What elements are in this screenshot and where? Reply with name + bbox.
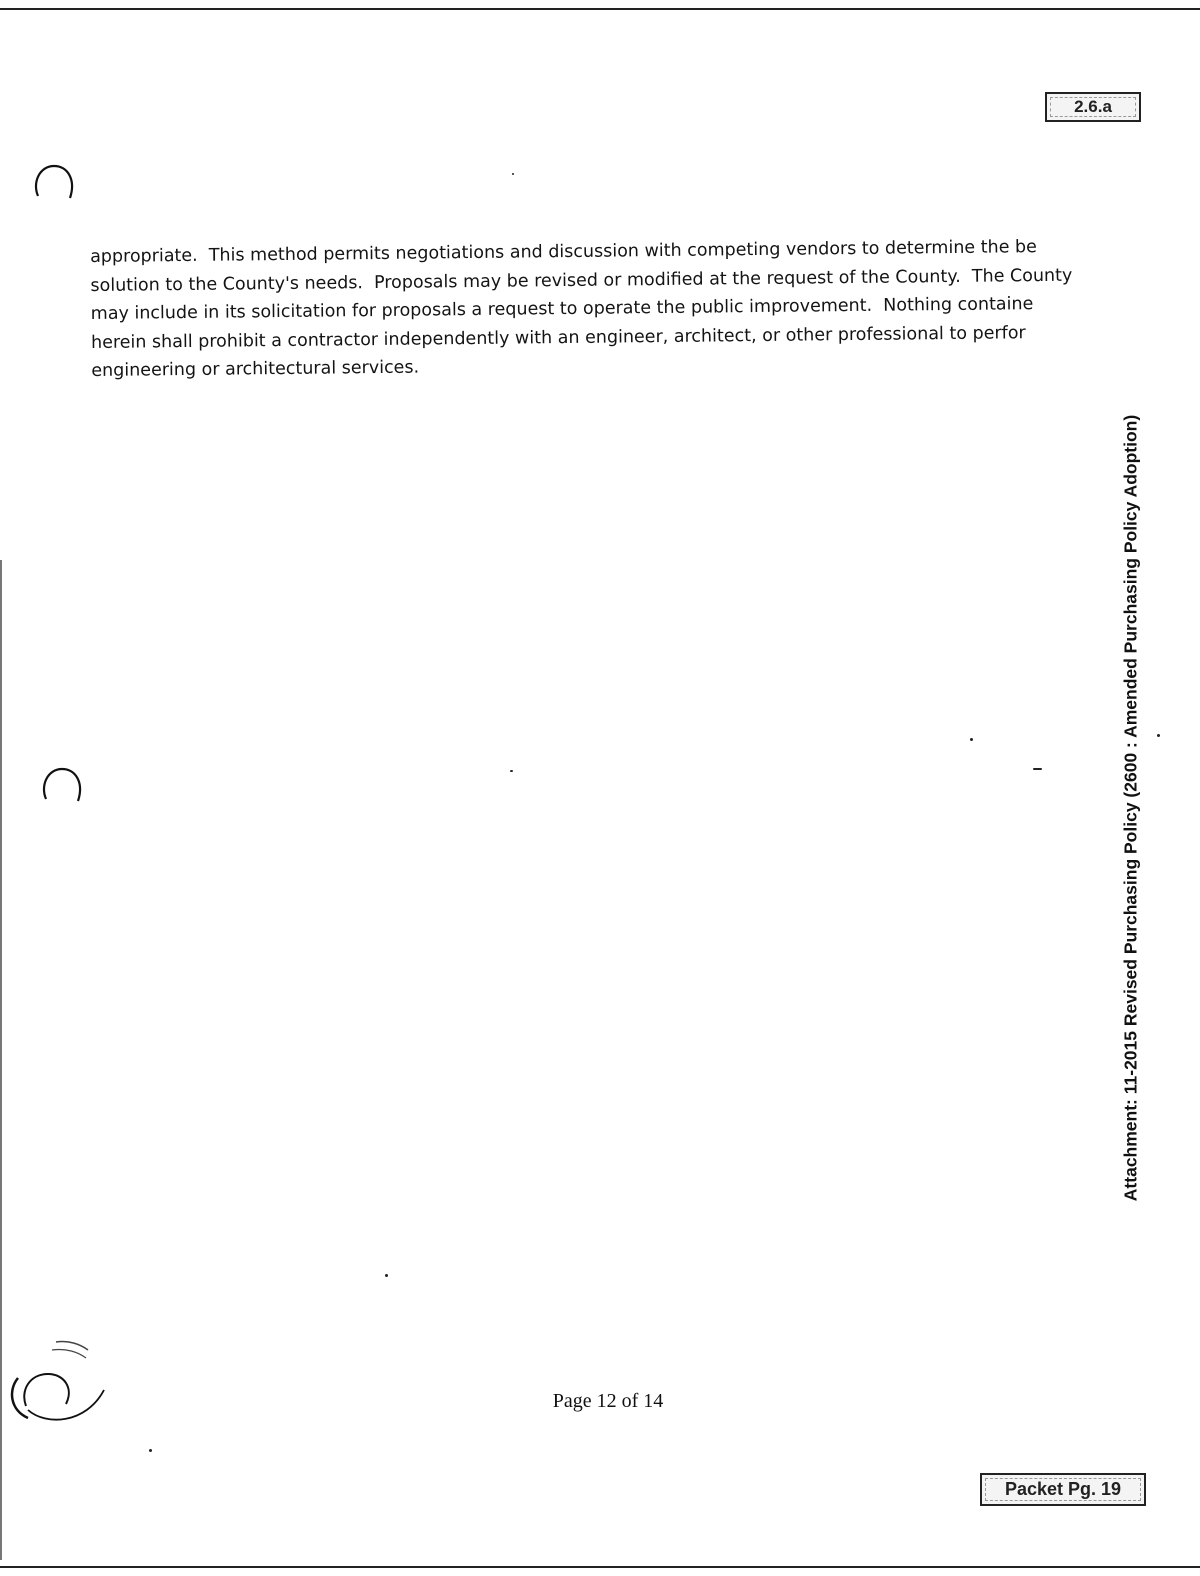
scan-speck (149, 1449, 152, 1452)
scan-speck (512, 173, 514, 175)
packet-page-badge: Packet Pg. 19 (980, 1473, 1146, 1506)
punch-hole-icon (38, 763, 88, 809)
top-scan-edge (0, 8, 1200, 10)
bottom-scan-edge (0, 1566, 1200, 1568)
page-number: Page 12 of 14 (552, 1390, 664, 1412)
punch-hole-icon (30, 160, 80, 206)
scan-speck (385, 1274, 388, 1277)
scan-speck (1033, 768, 1042, 770)
scan-speck (510, 770, 513, 772)
attachment-label-text: Attachment: 11-2015 Revised Purchasing Policy (2600 : Amended Purchasing Policy Adoption) (1120, 414, 1141, 1202)
scan-speck (1157, 734, 1160, 737)
policy-body-paragraph: appropriate. This method permits negotiations and discussion with competing vendors to determine the be solution to the County's needs. Proposals may be revised or modified at the request of the County. The County may include in its solicitation for proposals a request to operate the public improvement. Nothing containe herein shall prohibit a contractor independently with an engineer, architect, or other professional to perfor engineering or architectural services. (90, 237, 1073, 381)
scan-speck (970, 738, 973, 741)
punch-hole-icon (6, 1330, 116, 1430)
agenda-item-badge: 2.6.a (1045, 92, 1141, 122)
